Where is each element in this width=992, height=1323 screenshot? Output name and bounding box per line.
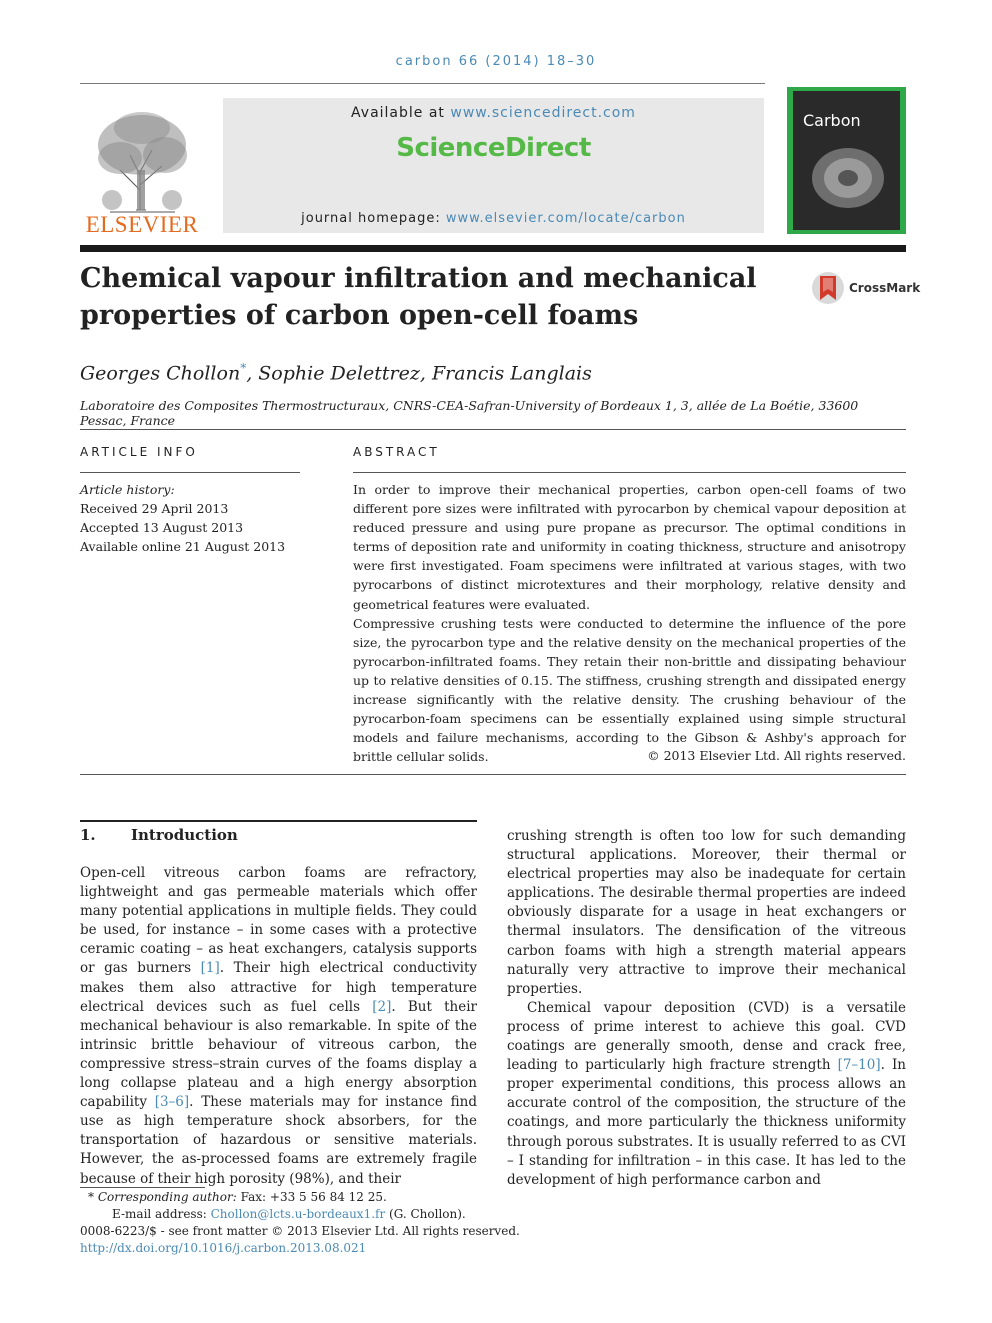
corresponding-label: Corresponding author: — [97, 1190, 237, 1204]
text-run: Open-cell vitreous carbon foams are refractory, lightweight and gas permeable materials which offer many potential applications in multiple fields. They could be used, for instance – in some cases with a protective ceramic coating – as heat exchangers, catalysis supports or gas burners — [80, 865, 477, 977]
intro-paragraph-2 — [507, 999, 906, 1190]
author-others: , Sophie Delettrez, Francis Langlais — [246, 362, 592, 385]
article-info-rule — [80, 472, 300, 473]
text-run: . These materials may for instance find use as high temperature shock absorbers, for the transportation of hazardous or sensitive materials. However, the as-processed foams are extremely fragile because of their high porosity (98%), and their — [80, 1094, 477, 1187]
abstract-end-rule — [80, 774, 906, 775]
text-run: . In proper experimental conditions, this process allows an accurate control of the composition, the structure of the coatings, and more particularly the thickness uniformity through porous substrates. It is usually referred to as CVI – I standing for infiltration – in this case. It has led to the development of high performance carbon and — [507, 1057, 906, 1188]
text-run: Chemical vapour deposition (CVD) is a versatile process of prime interest to achieve this goal. CVD coatings are generally smooth, dense and crack free, leading to particularly high fracture strength — [507, 999, 906, 1074]
author-corresponding[interactable]: Georges Chollon — [80, 362, 241, 385]
affiliation: Laboratoire des Composites Thermostructuraux, CNRS-CEA-Safran-University of Bordeaux 1, 3, allée de La Boétie, 33600 Pessac, France — [80, 398, 859, 428]
publisher-name: ELSEVIER — [85, 212, 199, 237]
history-label: Article history: — [80, 482, 175, 497]
title-line-1: Chemical vapour infiltration and mechanical — [80, 263, 757, 294]
section-title: Introduction — [131, 826, 238, 844]
section-rule — [80, 820, 477, 822]
corresponding-footnote — [80, 1189, 520, 1206]
homepage-prefix: journal homepage: — [301, 211, 446, 226]
citation-link[interactable]: [7–10] — [837, 1057, 881, 1074]
title-rule — [80, 245, 906, 252]
email-link[interactable]: Chollon@lcts.u-bordeaux1.fr — [210, 1207, 386, 1221]
abstract-paragraph-1: In order to improve their mechanical properties, carbon open-cell foams of two different pore sizes were infiltrated with pyrocarbon by chemical vapour deposition at reduced pressure and using pure propane as precursor. The optimal conditions in terms of deposition rate and uniformity in coating thickness, structure and anisotropy were first investigated. Foam specimens were infiltrated at various stages, with two pyrocarbons of distinct microtextures and their morphology, relative density and geometrical features were evaluated. — [353, 482, 906, 612]
citation-link[interactable]: [3–6] — [154, 1094, 190, 1111]
body-column-left — [80, 864, 477, 1189]
intro-paragraph-1 — [80, 864, 477, 1189]
article-history — [80, 480, 285, 556]
abstract-heading: ABSTRACT — [353, 445, 440, 459]
sciencedirect-logo: ScienceDirect — [396, 133, 591, 163]
intro-paragraph-1-cont: crushing strength is often too low for such demanding structural applications. Moreover, their thermal or electrical properties may also be inadequate for certain applications. The desirable thermal properties are indeed obviously disparate for a usage in heat exchangers or thermal insulators. The densification of the vitreous carbon foams with high a strength material appears naturally very attractive to improve their mechanical properties. — [507, 828, 906, 997]
email-footnote — [80, 1206, 520, 1223]
section-number: 1. — [80, 826, 96, 844]
footnote-rule — [80, 1187, 205, 1188]
available-prefix: Available at — [351, 105, 451, 121]
journal-cover-title: Carbon — [803, 111, 861, 130]
footnote-mark: * — [88, 1190, 94, 1204]
header-rule — [80, 83, 765, 84]
authors — [80, 361, 592, 384]
corresponding-mark[interactable]: * — [240, 361, 247, 375]
accepted-date: Accepted 13 August 2013 — [80, 520, 244, 535]
doi-link[interactable]: http://dx.doi.org/10.1016/j.carbon.2013.08.021 — [80, 1241, 367, 1255]
section-heading-introduction — [80, 826, 238, 844]
online-date: Available online 21 August 2013 — [80, 539, 286, 554]
journal-homepage — [223, 211, 764, 226]
available-at — [223, 105, 764, 121]
article-info-heading: ARTICLE INFO — [80, 445, 198, 459]
received-date: Received 29 April 2013 — [80, 501, 229, 516]
journal-cover-image — [793, 91, 900, 230]
email-label: E-mail address: — [112, 1207, 211, 1221]
citation-link[interactable]: [2] — [372, 998, 392, 1015]
title-line-2: properties of carbon open-cell foams — [80, 300, 639, 331]
journal-homepage-link[interactable]: www.elsevier.com/locate/carbon — [445, 211, 686, 226]
abstract-rule — [353, 472, 906, 473]
cover-micrograph-icon — [807, 143, 889, 213]
text-run: . Their high electrical conductivity makes them also attractive for high temperature electrical devices such as fuel cells — [80, 960, 477, 1015]
abstract-body — [353, 480, 906, 766]
journal-cover — [787, 87, 906, 234]
footnotes — [80, 1189, 520, 1257]
citation-link[interactable]: [1] — [200, 960, 220, 977]
crossmark-label[interactable]: CrossMark — [849, 281, 921, 295]
sciencedirect-link[interactable]: www.sciencedirect.com — [450, 105, 636, 121]
body-column-right — [507, 827, 906, 1190]
fax-number: Fax: +33 5 56 84 12 25. — [236, 1190, 387, 1204]
abstract-copyright: © 2013 Elsevier Ltd. All rights reserved. — [647, 748, 906, 763]
running-head: carbon 66 (2014) 18–30 — [395, 54, 597, 69]
affiliation-rule — [80, 429, 906, 430]
abstract-paragraph-2: Compressive crushing tests were conducted to determine the influence of the pore size, the pyrocarbon type and the relative density on the mechanical properties of the pyrocarbon-infiltrated foams. They retain their non-brittle and dissipating behaviour up to relative densities of 0.15. The stiffness, crushing strength and dissipated energy increase significantly with the relative density. The crushing behaviour of the pyrocarbon-foam specimens can be essentially explained using simple structural models and failure mechanisms, according to the Gibson & Ashby's approach for brittle cellular solids. — [353, 615, 906, 765]
text-run: . But their mechanical behaviour is also remarkable. In spite of the intrinsic brittle behaviour of vitreous carbon, the compressive stress–strain curves of the foams display a long collapse plateau and a high energy absorption capability — [80, 998, 478, 1111]
email-suffix: (G. Chollon). — [385, 1207, 466, 1221]
article-title — [80, 260, 780, 334]
issn-line: 0008-6223/$ - see front matter © 2013 Elsevier Ltd. All rights reserved. — [80, 1224, 520, 1238]
